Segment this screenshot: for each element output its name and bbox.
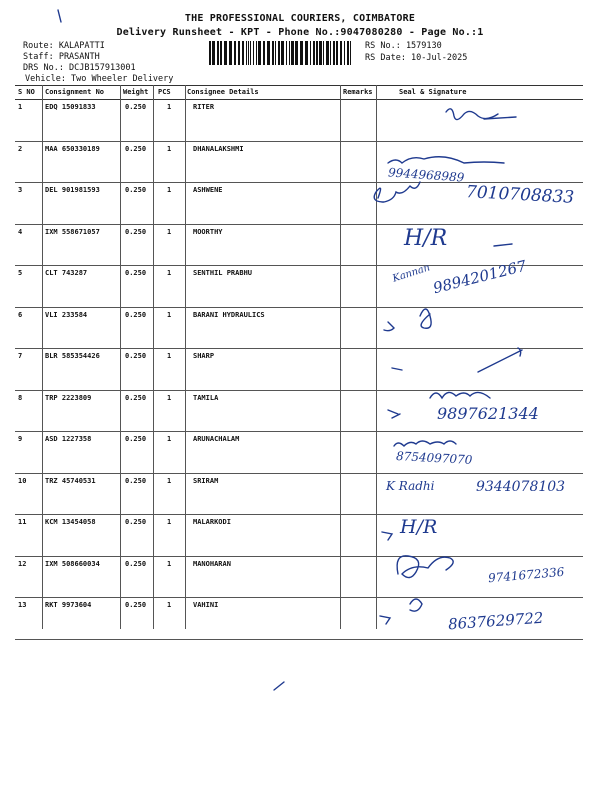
drs-label: DRS No.: DCJB157913001 — [23, 63, 136, 73]
row-weight: 0.250 — [125, 269, 147, 277]
signature-row-9 — [394, 441, 456, 446]
arrow-row-11 — [382, 532, 392, 540]
row-weight: 0.250 — [125, 601, 147, 609]
row-consignee: SENTHIL PRABHU — [193, 269, 253, 277]
row-consignee: VAHINI — [193, 601, 219, 609]
pen-stroke — [58, 10, 61, 22]
row-weight: 0.250 — [125, 144, 147, 153]
col-consignee: Consignee Details — [187, 88, 259, 96]
phone-handwritten: 9344078103 — [476, 479, 566, 495]
row-consignment-no: VLI 233584 — [45, 310, 88, 319]
row-weight: 0.250 — [125, 435, 147, 443]
row-weight: 0.250 — [125, 518, 147, 526]
staff-label: Staff: PRASANTH — [23, 52, 100, 62]
row-consignee: MALARKODI — [193, 518, 231, 526]
row-sno: 8 — [18, 393, 23, 402]
row-sno: 4 — [18, 227, 23, 236]
row-consignee: MOORTHY — [193, 227, 223, 236]
signature-row-3 — [374, 182, 420, 202]
col-sno: S NO — [18, 88, 35, 96]
row-weight: 0.250 — [125, 352, 147, 360]
row-consignment-no: TRZ 45740531 — [45, 476, 96, 485]
row-pcs: 1 — [167, 227, 172, 236]
row-pcs: 1 — [167, 352, 172, 360]
hold-return-mark: H/R — [404, 226, 448, 251]
row-consignment-no: IXM 558671057 — [45, 227, 100, 236]
col-pcs: PCS — [158, 88, 171, 96]
company-title: THE PROFESSIONAL COURIERS, COIMBATORE — [184, 13, 416, 24]
rs-date: RS Date: 10-Jul-2025 — [365, 53, 468, 63]
signature-row-8 — [430, 392, 490, 398]
row-sno: 13 — [18, 601, 27, 609]
rs-number: RS No.: 1579130 — [365, 41, 442, 51]
row-consignment-no: KCM 13454058 — [45, 518, 96, 526]
signature-row-12 — [397, 556, 453, 578]
arrow-row-7 — [392, 368, 402, 370]
row-pcs: 1 — [167, 435, 172, 443]
row-sno: 11 — [18, 518, 27, 526]
row-pcs: 1 — [167, 601, 172, 609]
name-handwritten: K Radhi — [386, 479, 435, 493]
row-weight: 0.250 — [125, 227, 147, 236]
col-remarks: Remarks — [343, 88, 373, 96]
row-consignee: BARANI HYDRAULICS — [193, 310, 265, 319]
row-pcs: 1 — [167, 269, 172, 277]
row-pcs: 1 — [167, 559, 172, 568]
arrow-row-13 — [380, 616, 390, 624]
phone-handwritten: 9944968989 — [387, 165, 465, 185]
row-weight: 0.250 — [125, 186, 147, 194]
arrow-row-6 — [384, 322, 394, 331]
row-sno: 1 — [18, 103, 23, 111]
row-sno: 3 — [18, 186, 23, 194]
row-consignment-no: DEL 901981593 — [45, 186, 100, 194]
row-consignment-no: ASD 1227358 — [45, 435, 92, 443]
row-consignment-no: RKT 9973604 — [45, 601, 92, 609]
row-pcs: 1 — [167, 476, 172, 485]
row-weight: 0.250 — [125, 103, 147, 111]
vehicle-label: Vehicle: Two Wheeler Delivery — [25, 74, 174, 84]
row-consignee: SHARP — [193, 352, 215, 360]
phone-handwritten: 9897621344 — [437, 404, 539, 423]
row-weight: 0.250 — [125, 310, 147, 319]
phone-handwritten: 9741672336 — [487, 564, 565, 586]
row-sno: 5 — [18, 269, 23, 277]
row-sno: 7 — [18, 352, 23, 360]
row-consignment-no: IXM 508660034 — [45, 559, 100, 568]
row-consignee: RITER — [193, 103, 215, 111]
phone-handwritten: 7010708833 — [465, 182, 575, 208]
signature-row-6 — [420, 309, 431, 328]
row-weight: 0.250 — [125, 559, 147, 568]
row-consignment-no: TRP 2223809 — [45, 393, 92, 402]
name-handwritten: Kannan — [391, 262, 432, 285]
row-pcs: 1 — [167, 518, 172, 526]
row-consignment-no: MAA 650330189 — [45, 144, 100, 153]
row-consignee: ARUNACHALAM — [193, 435, 240, 443]
phone-handwritten: 8754097070 — [395, 449, 473, 467]
col-consignment: Consignment No — [45, 88, 105, 96]
col-seal-signature: Seal & Signature — [399, 88, 467, 96]
phone-handwritten: 8637629722 — [447, 608, 544, 634]
row-consignee: TAMILA — [193, 393, 219, 402]
row-consignee: ASHWENE — [193, 186, 223, 194]
signature-row-7 — [478, 348, 522, 372]
signature-row-13 — [410, 599, 422, 611]
row-sno: 2 — [18, 144, 23, 153]
row-consignment-no: CLT 743287 — [45, 269, 88, 277]
row-consignment-no: EDQ 15091833 — [45, 103, 96, 111]
row-pcs: 1 — [167, 144, 172, 153]
row-weight: 0.250 — [125, 476, 147, 485]
dash-row-4 — [494, 244, 512, 246]
row-sno: 12 — [18, 559, 27, 568]
pen-stroke — [274, 682, 284, 690]
runsheet-subtitle: Delivery Runsheet - KPT - Phone No.:9047080280 - Page No.:1 — [116, 27, 484, 38]
row-sno: 9 — [18, 435, 23, 443]
signature-row-2 — [388, 157, 504, 163]
row-consignee: DHANALAKSHMI — [193, 144, 244, 153]
phone-handwritten: 9894201267 — [431, 256, 529, 298]
row-weight: 0.250 — [125, 393, 147, 402]
col-weight: Weight — [123, 88, 149, 96]
row-pcs: 1 — [167, 310, 172, 319]
row-sno: 10 — [18, 476, 27, 485]
signature-row-1 — [484, 117, 516, 119]
hold-return-mark: H/R — [400, 516, 438, 538]
route-label: Route: KALAPATTI — [23, 41, 105, 51]
row-pcs: 1 — [167, 103, 172, 111]
row-pcs: 1 — [167, 186, 172, 194]
row-consignee: MANOHARAN — [193, 559, 231, 568]
row-sno: 6 — [18, 310, 23, 319]
row-pcs: 1 — [167, 393, 172, 402]
row-consignment-no: BLR 585354426 — [45, 352, 100, 360]
arrow-row-8 — [388, 410, 400, 418]
row-consignee: SRIRAM — [193, 476, 219, 485]
